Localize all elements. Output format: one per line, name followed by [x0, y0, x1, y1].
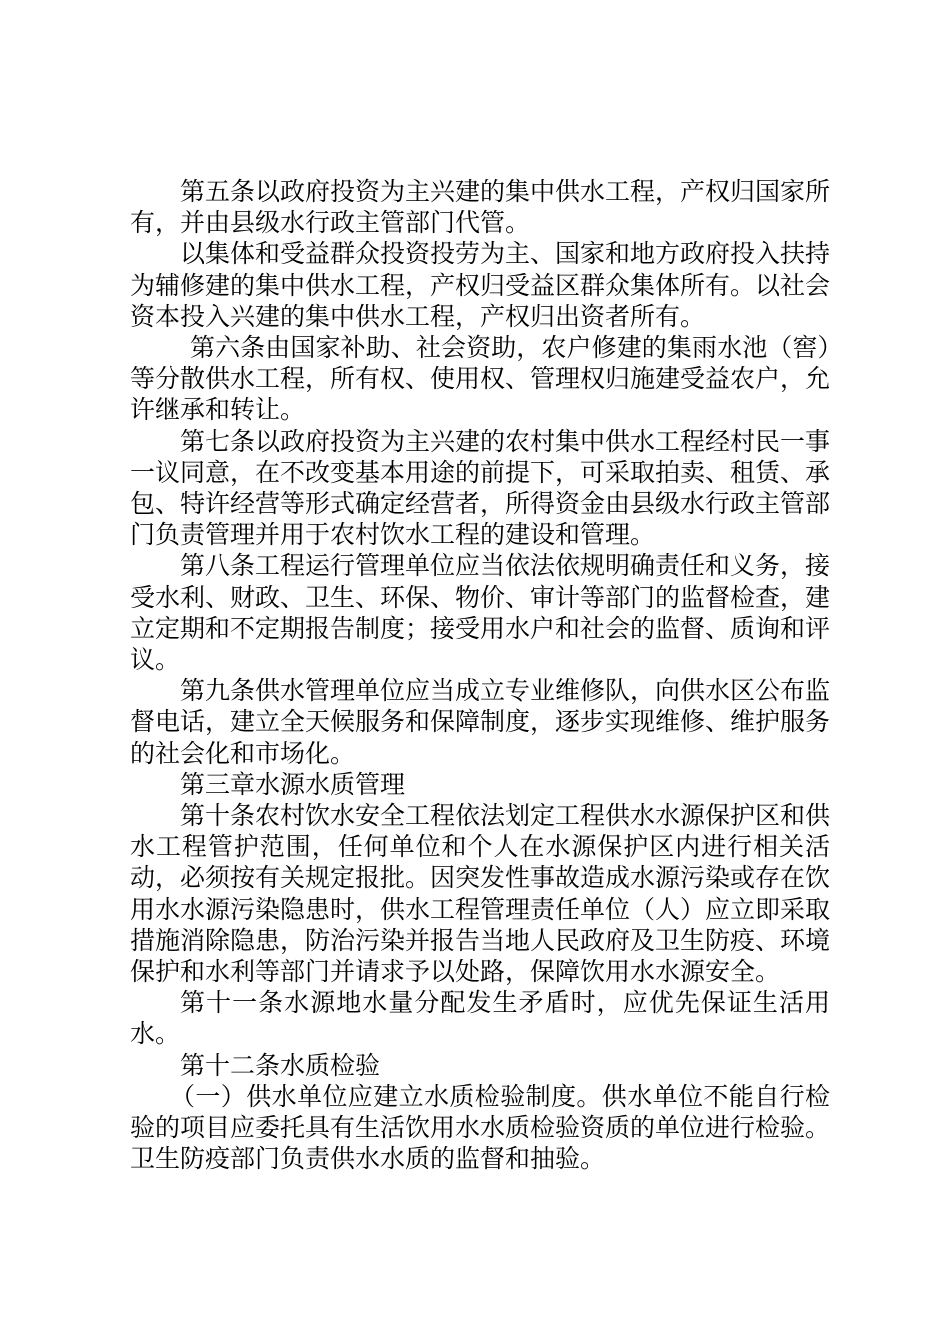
article-12-item-1-paragraph: （一）供水单位应建立水质检验制度。供水单位不能自行检验的项目应委托具有生活饮用水水质检验资质的单位进行检验。卫生防疫部门负责供水水质的监督和抽验。 [130, 1081, 831, 1174]
article-9-paragraph: 第九条供水管理单位应当成立专业维修队，向供水区公布监督电话，建立全天候服务和保障制度，逐步实现维修、维护服务的社会化和市场化。 [130, 676, 831, 768]
article-10-paragraph: 第十条农村饮水安全工程依法划定工程供水水源保护区和供水工程管护范围，任何单位和个人在水源保护区内进行相关活动，必须按有关规定报批。因突发性事故造成水源污染或存在饮用水水源污染隐患时，供水工程管理责任单位（人）应立即采取措施消除隐患，防治污染并报告当地人民政府及卫生防疫、环境保护和水利等部门并请求予以处路，保障饮用水水源安全。 [130, 801, 831, 987]
article-8-paragraph: 第八条工程运行管理单位应当依法依规明确责任和义务，接受水利、财政、卫生、环保、物价、审计等部门的监督检查，建立定期和不定期报告制度；接受用水户和社会的监督、质询和评议。 [130, 551, 831, 675]
article-5-paragraph: 第五条以政府投资为主兴建的集中供水工程，产权归国家所有，并由县级水行政主管部门代管。 [130, 177, 831, 238]
article-11-paragraph: 第十一条水源地水量分配发生矛盾时，应优先保证生活用水。 [130, 988, 830, 1049]
article-6-paragraph: 第六条由国家补助、社会资助，农户修建的集雨水池（窖）等分散供水工程，所有权、使用权、管理权归施建受益农户，允许继承和转让。 [130, 333, 831, 425]
document-body [130, 176, 830, 1175]
chapter-3-heading: 第三章水源水质管理 [180, 769, 406, 799]
article-5-continuation-paragraph: 以集体和受益群众投资投劳为主、国家和地方政府投入扶持为辅修建的集中供水工程，产权归受益区群众集体所有。以社会资本投入兴建的集中供水工程，产权归出资者所有。 [130, 239, 831, 331]
article-12-heading: 第十二条水质检验 [180, 1050, 381, 1080]
article-7-paragraph: 第七条以政府投资为主兴建的农村集中供水工程经村民一事一议同意，在不改变基本用途的前提下，可采取拍卖、租赁、承包、特许经营等形式确定经营者，所得资金由县级水行政主管部门负责管理并用于农村饮水工程的建设和管理。 [130, 426, 831, 550]
